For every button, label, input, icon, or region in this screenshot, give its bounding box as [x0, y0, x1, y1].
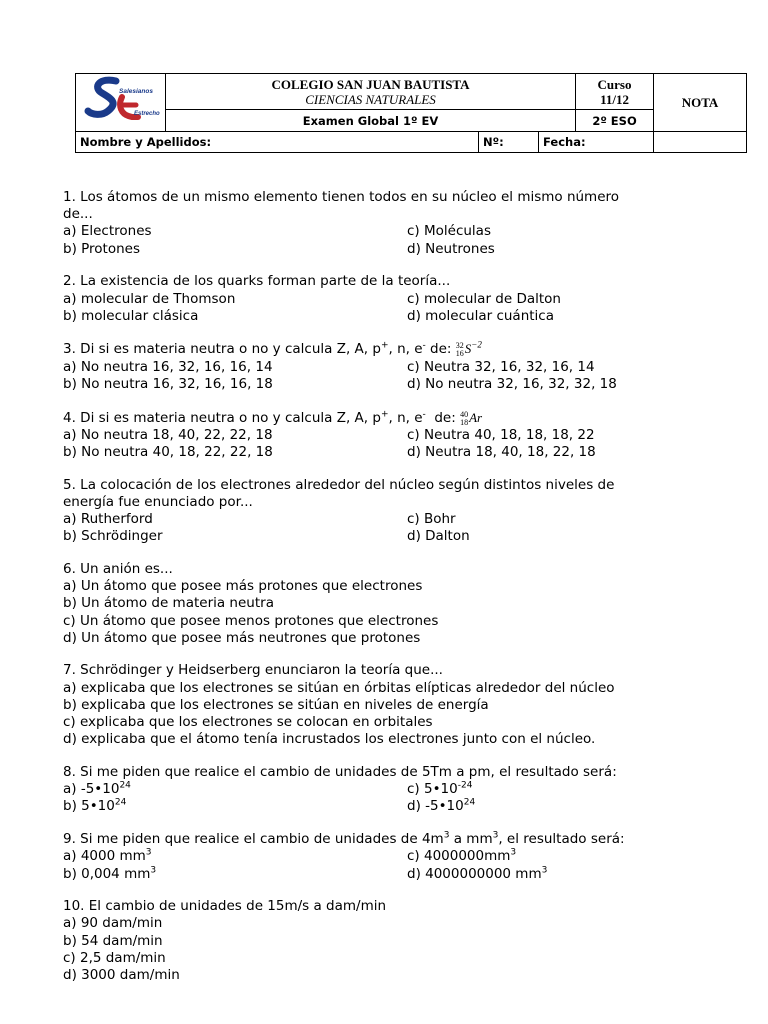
- isotope-notation: [460, 409, 482, 427]
- stem-text: , n, e: [388, 341, 423, 358]
- stem-text: 3. Di si es materia neutra o no y calcula Z, A, p: [63, 341, 381, 358]
- option-text: b) 0,004 mm: [63, 865, 151, 882]
- isotope-charge: −2: [471, 340, 482, 351]
- option-c[interactable]: c) Moléculas: [407, 223, 491, 240]
- option-d[interactable]: d) No neutra 32, 16, 32, 32, 18: [407, 375, 617, 392]
- school-logo: [76, 74, 166, 132]
- grade-box: NOTA: [654, 74, 747, 132]
- option-c[interactable]: c) Neutra 40, 18, 18, 18, 22: [407, 426, 595, 443]
- question-stem: [63, 409, 743, 427]
- option-b[interactable]: b) No neutra 40, 18, 22, 22, 18: [63, 443, 273, 460]
- option-text: a) 4000 mm: [63, 848, 146, 865]
- logo-text-top: Salesianos: [118, 87, 153, 95]
- question-stem: 1. Los átomos de un mismo elemento tienen todos en su núcleo el mismo número: [63, 189, 620, 205]
- stem-text: 4. Di si es materia neutra o no y calcula Z, A, p: [63, 409, 381, 426]
- stem-text: a mm: [449, 831, 493, 848]
- exponent: 24: [463, 797, 476, 808]
- option-b[interactable]: b) Schrödinger: [63, 528, 163, 545]
- option-a[interactable]: [63, 848, 407, 865]
- option-a[interactable]: a) No neutra 18, 40, 22, 22, 18: [63, 426, 273, 443]
- superscript: -: [422, 409, 426, 420]
- exam-title: Examen Global 1º EV: [166, 110, 576, 131]
- exam-header-table: [75, 73, 747, 153]
- exponent: 3: [510, 847, 517, 858]
- logo-text-bottom: Estrecho: [133, 110, 160, 117]
- option-b[interactable]: b) molecular clásica: [63, 307, 199, 324]
- superscript: +: [380, 409, 389, 420]
- option-a[interactable]: a) Electrones: [63, 223, 152, 240]
- option-b[interactable]: [63, 866, 407, 883]
- option-b[interactable]: b) 54 dam/min: [63, 932, 163, 949]
- date-field[interactable]: [539, 131, 654, 152]
- question-stem: [63, 831, 743, 848]
- question-8: [63, 764, 743, 816]
- question-stem: 5. La colocación de los electrones alrededor del núcleo según distintos niveles de: [63, 476, 615, 493]
- date-label: Fecha:: [543, 134, 586, 149]
- option-d[interactable]: d) Dalton: [407, 528, 470, 545]
- option-b[interactable]: b) explicaba que los electrones se sitúan en niveles de energía: [63, 696, 489, 713]
- question-stem: 10. El cambio de unidades de 15m/s a dam/min: [63, 898, 387, 915]
- option-c[interactable]: c) explicaba que los electrones se colocan en orbitales: [63, 714, 433, 731]
- question-5: [63, 477, 743, 546]
- exponent: 3: [150, 865, 157, 875]
- question-stem: 2. La existencia de los quarks forman parte de la teoría...: [63, 273, 451, 290]
- question-6: [63, 561, 743, 647]
- option-c[interactable]: c) Neutra 32, 16, 32, 16, 14: [407, 358, 595, 375]
- option-text: a) -5•10: [63, 781, 120, 798]
- superscript: +: [380, 340, 389, 351]
- option-a[interactable]: a) Rutherford: [63, 511, 153, 528]
- grade-blank-cell: [654, 131, 747, 152]
- question-4: [63, 409, 743, 462]
- option-c[interactable]: c) Un átomo que posee menos protones que electrones: [63, 612, 439, 629]
- question-1: [63, 189, 743, 258]
- isotope-notation: [456, 340, 482, 358]
- isotope-mass: 32: [455, 341, 464, 351]
- grade-level: 2º ESO: [576, 110, 654, 131]
- option-c[interactable]: c) molecular de Dalton: [407, 290, 561, 307]
- option-a[interactable]: a) molecular de Thomson: [63, 290, 236, 307]
- option-d[interactable]: [407, 866, 547, 883]
- exponent: 3: [541, 865, 548, 875]
- option-text: b) 5•10: [63, 798, 115, 815]
- question-stem: 8. Si me piden que realice el cambio de unidades de 5Tm a pm, el resultado será:: [63, 763, 617, 780]
- school-name: COLEGIO SAN JUAN BAUTISTA: [271, 76, 470, 92]
- course-cell: [576, 74, 654, 110]
- question-9: [63, 831, 743, 883]
- option-d[interactable]: d) Neutra 18, 40, 18, 22, 18: [407, 443, 596, 460]
- option-d[interactable]: d) explicaba que el átomo tenía incrustados los electrones junto con el núcleo.: [63, 731, 596, 748]
- isotope-atomic-number: 16: [455, 349, 464, 359]
- stem-text: de:: [425, 341, 456, 358]
- option-text: d) 4000000000 mm: [407, 865, 542, 882]
- option-d[interactable]: d) molecular cuántica: [407, 307, 554, 324]
- option-text: c) 5•10: [407, 781, 458, 798]
- stem-text: 9. Si me piden que realice el cambio de unidades de 4m: [63, 831, 444, 848]
- isotope-symbol: S: [464, 341, 472, 357]
- option-c[interactable]: [407, 848, 516, 865]
- option-a[interactable]: a) Un átomo que posee más protones que electrones: [63, 578, 423, 595]
- stem-text: de:: [425, 409, 461, 426]
- exponent: -24: [457, 780, 473, 791]
- isotope-atomic-number: 18: [460, 417, 469, 427]
- option-b[interactable]: b) Protones: [63, 240, 140, 257]
- option-a[interactable]: [63, 781, 407, 798]
- option-a[interactable]: a) explicaba que los electrones se sitúan en órbitas elípticas alrededor del núcleo: [63, 679, 615, 696]
- exponent: 3: [443, 830, 450, 841]
- question-2: [63, 273, 743, 325]
- course-label: Curso: [597, 76, 632, 92]
- exponent: 24: [114, 797, 127, 808]
- exponent: 24: [119, 780, 131, 791]
- option-a[interactable]: a) 90 dam/min: [63, 915, 163, 932]
- option-b[interactable]: b) Un átomo de materia neutra: [63, 595, 274, 612]
- option-d[interactable]: d) Un átomo que posee más neutrones que protones: [63, 629, 421, 646]
- option-c[interactable]: c) Bohr: [407, 511, 456, 528]
- stem-text: , n, e: [388, 409, 423, 426]
- option-a[interactable]: a) No neutra 16, 32, 16, 16, 14: [63, 358, 273, 375]
- question-stem-cont: energía fue enunciado por...: [63, 493, 253, 510]
- isotope-symbol: Ar: [469, 409, 483, 425]
- option-d[interactable]: [407, 798, 475, 815]
- option-d[interactable]: d) Neutrones: [407, 240, 495, 257]
- option-b[interactable]: [63, 798, 407, 815]
- superscript: -: [422, 340, 426, 351]
- option-c[interactable]: [407, 781, 472, 798]
- option-d[interactable]: d) 3000 dam/min: [63, 967, 180, 984]
- option-text: d) -5•10: [407, 798, 464, 815]
- course-value: 11/12: [600, 91, 629, 107]
- name-label: Nombre y Apellidos:: [80, 134, 212, 149]
- exponent: 3: [145, 847, 152, 858]
- number-label: Nº:: [483, 134, 504, 149]
- option-c[interactable]: c) 2,5 dam/min: [63, 949, 166, 966]
- question-stem: 6. Un anión es...: [63, 560, 173, 577]
- option-b[interactable]: b) No neutra 16, 32, 16, 16, 18: [63, 375, 273, 392]
- name-field[interactable]: [76, 131, 479, 152]
- question-7: [63, 662, 743, 748]
- question-list: [63, 189, 743, 1000]
- question-stem: 7. Schrödinger y Heidserberg enunciaron la teoría que...: [63, 662, 443, 679]
- number-field[interactable]: [479, 131, 539, 152]
- option-text: c) 4000000mm: [407, 848, 511, 865]
- question-stem: [63, 340, 743, 358]
- isotope-mass: 40: [460, 409, 469, 419]
- salesianos-logo-icon: [78, 75, 164, 125]
- exponent: 3: [492, 830, 499, 841]
- subject-name: CIENCIAS NATURALES: [305, 91, 436, 107]
- stem-text: , el resultado será:: [498, 831, 625, 848]
- school-info: [166, 74, 576, 110]
- question-3: [63, 340, 743, 393]
- question-stem-cont: de...: [63, 206, 93, 223]
- question-10: [63, 898, 743, 984]
